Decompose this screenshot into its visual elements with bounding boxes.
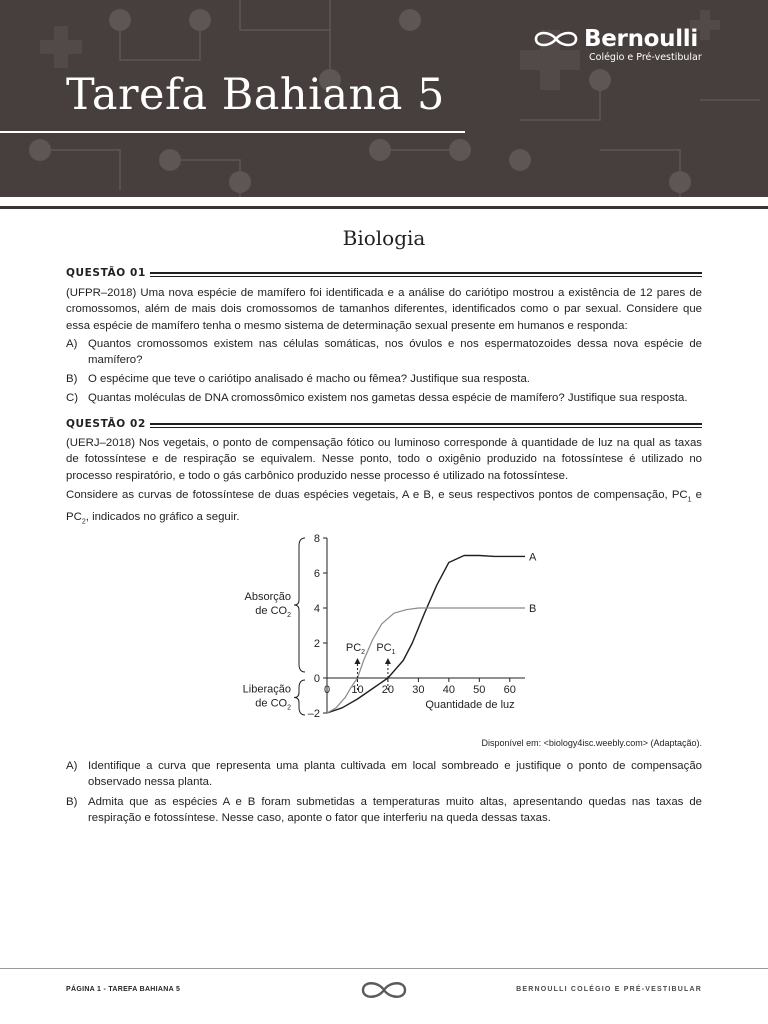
y-tick-label: 6 [313, 568, 320, 580]
question-rule [150, 272, 702, 274]
page-title: Tarefa Bahiana 5 [66, 70, 445, 120]
x-tick-label: 10 [351, 684, 364, 696]
subscript: 2 [361, 649, 366, 656]
footer-brand-label: BERNOULLI COLÉGIO E PRÉ-VESTIBULAR [516, 986, 702, 993]
subscript: 2 [287, 612, 291, 619]
absorption-brace [294, 538, 305, 672]
item-letter: C) [66, 392, 79, 404]
x-tick-label: 50 [473, 684, 486, 696]
absorption-label: Absorção [244, 591, 291, 603]
brand-name: Bernoulli [584, 26, 698, 52]
x-tick-label: 0 [324, 684, 331, 696]
infinity-icon [532, 29, 580, 49]
item-text: Quantas moléculas de DNA cromossômico existem nos gametas dessa espécie de mamífero? Justifique sua resposta. [88, 392, 688, 404]
pc-1-arrow [385, 658, 391, 664]
header-banner [0, 0, 768, 197]
pc-text: PC [376, 642, 392, 654]
consider-text: , indicados no gráfico a seguir. [85, 510, 240, 523]
item-letter: A) [66, 338, 78, 350]
header-divider [0, 206, 768, 209]
y-tick-label: –2 [307, 708, 320, 720]
y-tick-label: 8 [313, 533, 320, 545]
y-tick-label: 2 [313, 638, 320, 650]
item-text: Quantos cromossomos existem nas células somáticas, nos óvulos e nos espermatozoides dessa nova espécie de mamífero? [88, 338, 702, 367]
series-B-label: B [529, 603, 537, 615]
x-tick-label: 40 [442, 684, 455, 696]
source-citation: Disponível em: <biology4isc.weebly.com> (Adaptação). [481, 738, 702, 748]
infinity-icon [359, 979, 409, 1001]
item-letter: B) [66, 796, 78, 808]
question-2-consider [66, 487, 702, 530]
item-letter: B) [66, 373, 78, 385]
x-axis-label: Quantidade de luz [425, 699, 515, 711]
title-underline [0, 131, 465, 133]
item-text: O espécime que teve o cariótipo analisado é macho ou fêmea? Justifique sua resposta. [88, 373, 530, 385]
consider-text: e PC [66, 489, 703, 523]
question-2-item-b [66, 794, 702, 827]
x-tick-label: 60 [503, 684, 516, 696]
question-2-header [66, 418, 702, 432]
footer-page-label: PÁGINA 1 - TAREFA BAHIANA 5 [66, 986, 181, 993]
subscript: 2 [287, 704, 291, 712]
question-1-item-c [66, 390, 702, 406]
question-2-label: QUESTÃO 02 [66, 418, 152, 430]
pc-1-label [376, 642, 395, 656]
absorption-label-text: de CO [255, 605, 288, 617]
release-brace [294, 680, 305, 715]
question-1-label: QUESTÃO 01 [66, 267, 152, 279]
bernoulli-logo [532, 26, 707, 66]
question-rule [150, 276, 702, 277]
absorption-label [255, 605, 291, 619]
x-tick-label: 20 [381, 684, 395, 696]
footer-rule [0, 968, 768, 969]
item-text: Identifique a curva que representa uma planta cultivada em local sombreado e justifique o ponto de compensação observado nessa planta. [88, 760, 702, 789]
question-1-statement: (UFPR–2018) Uma nova espécie de mamífero foi identificada e a análise do cariótipo mostrou a existência de 12 pares de cromossomos, além de mais dois cromossomos de tamanhos diferentes, identificados como o par sexual. Considere que essa espécie de mamífero tenha o mesmo sistema de determinação sexual presente em humanos e responda: [66, 287, 702, 332]
pc-text: PC [345, 642, 362, 654]
release-label: Liberação [242, 683, 291, 696]
question-1-item-b [66, 371, 702, 387]
release-label [255, 698, 291, 712]
consider-text: Considere as curvas de fotossíntese de duas espécies vegetais, A e B, e seus respectivos pontos de compensação, PC [66, 489, 688, 501]
pc-2-label [346, 642, 365, 656]
series-A-label: A [529, 551, 537, 564]
question-2-statement: (UERJ–2018) Nos vegetais, o ponto de compensação fótico ou luminoso corresponde à quantidade de luz na qual as taxas de fotossíntese e de respiração se equivalem. Nesse ponto, todo o oxigênio produzido na fotossíntese é utilizado no processo respiratório, e todo o gás carbônico produzido nesse processo é utilizado na fotossíntese. [66, 437, 702, 482]
subscript: 1 [391, 649, 396, 656]
photosynthesis-chart [220, 528, 560, 723]
x-tick-label: 30 [412, 684, 425, 696]
question-rule [150, 427, 702, 428]
question-rule [150, 423, 702, 425]
item-text: Admita que as espécies A e B foram submetidas a temperaturas muito altas, apresentando quedas nas taxas de respiração e fotossíntese. Nesse caso, aponte o fator que interferiu na queda dessas taxas. [88, 796, 702, 825]
subject-heading: Biologia [342, 226, 426, 250]
subscript: 2 [81, 517, 86, 525]
question-1-item-a [66, 336, 702, 369]
pc-2-arrow [354, 658, 360, 664]
subscript: 1 [687, 496, 692, 504]
brand-subtitle: Colégio e Pré-vestibular [589, 52, 702, 63]
question-2-item-a [66, 758, 702, 791]
question-1-header [66, 267, 702, 281]
y-tick-label: 4 [313, 603, 320, 615]
item-letter: A) [66, 760, 78, 772]
release-label-text: de CO [255, 697, 288, 710]
y-tick-label: 0 [313, 673, 320, 685]
